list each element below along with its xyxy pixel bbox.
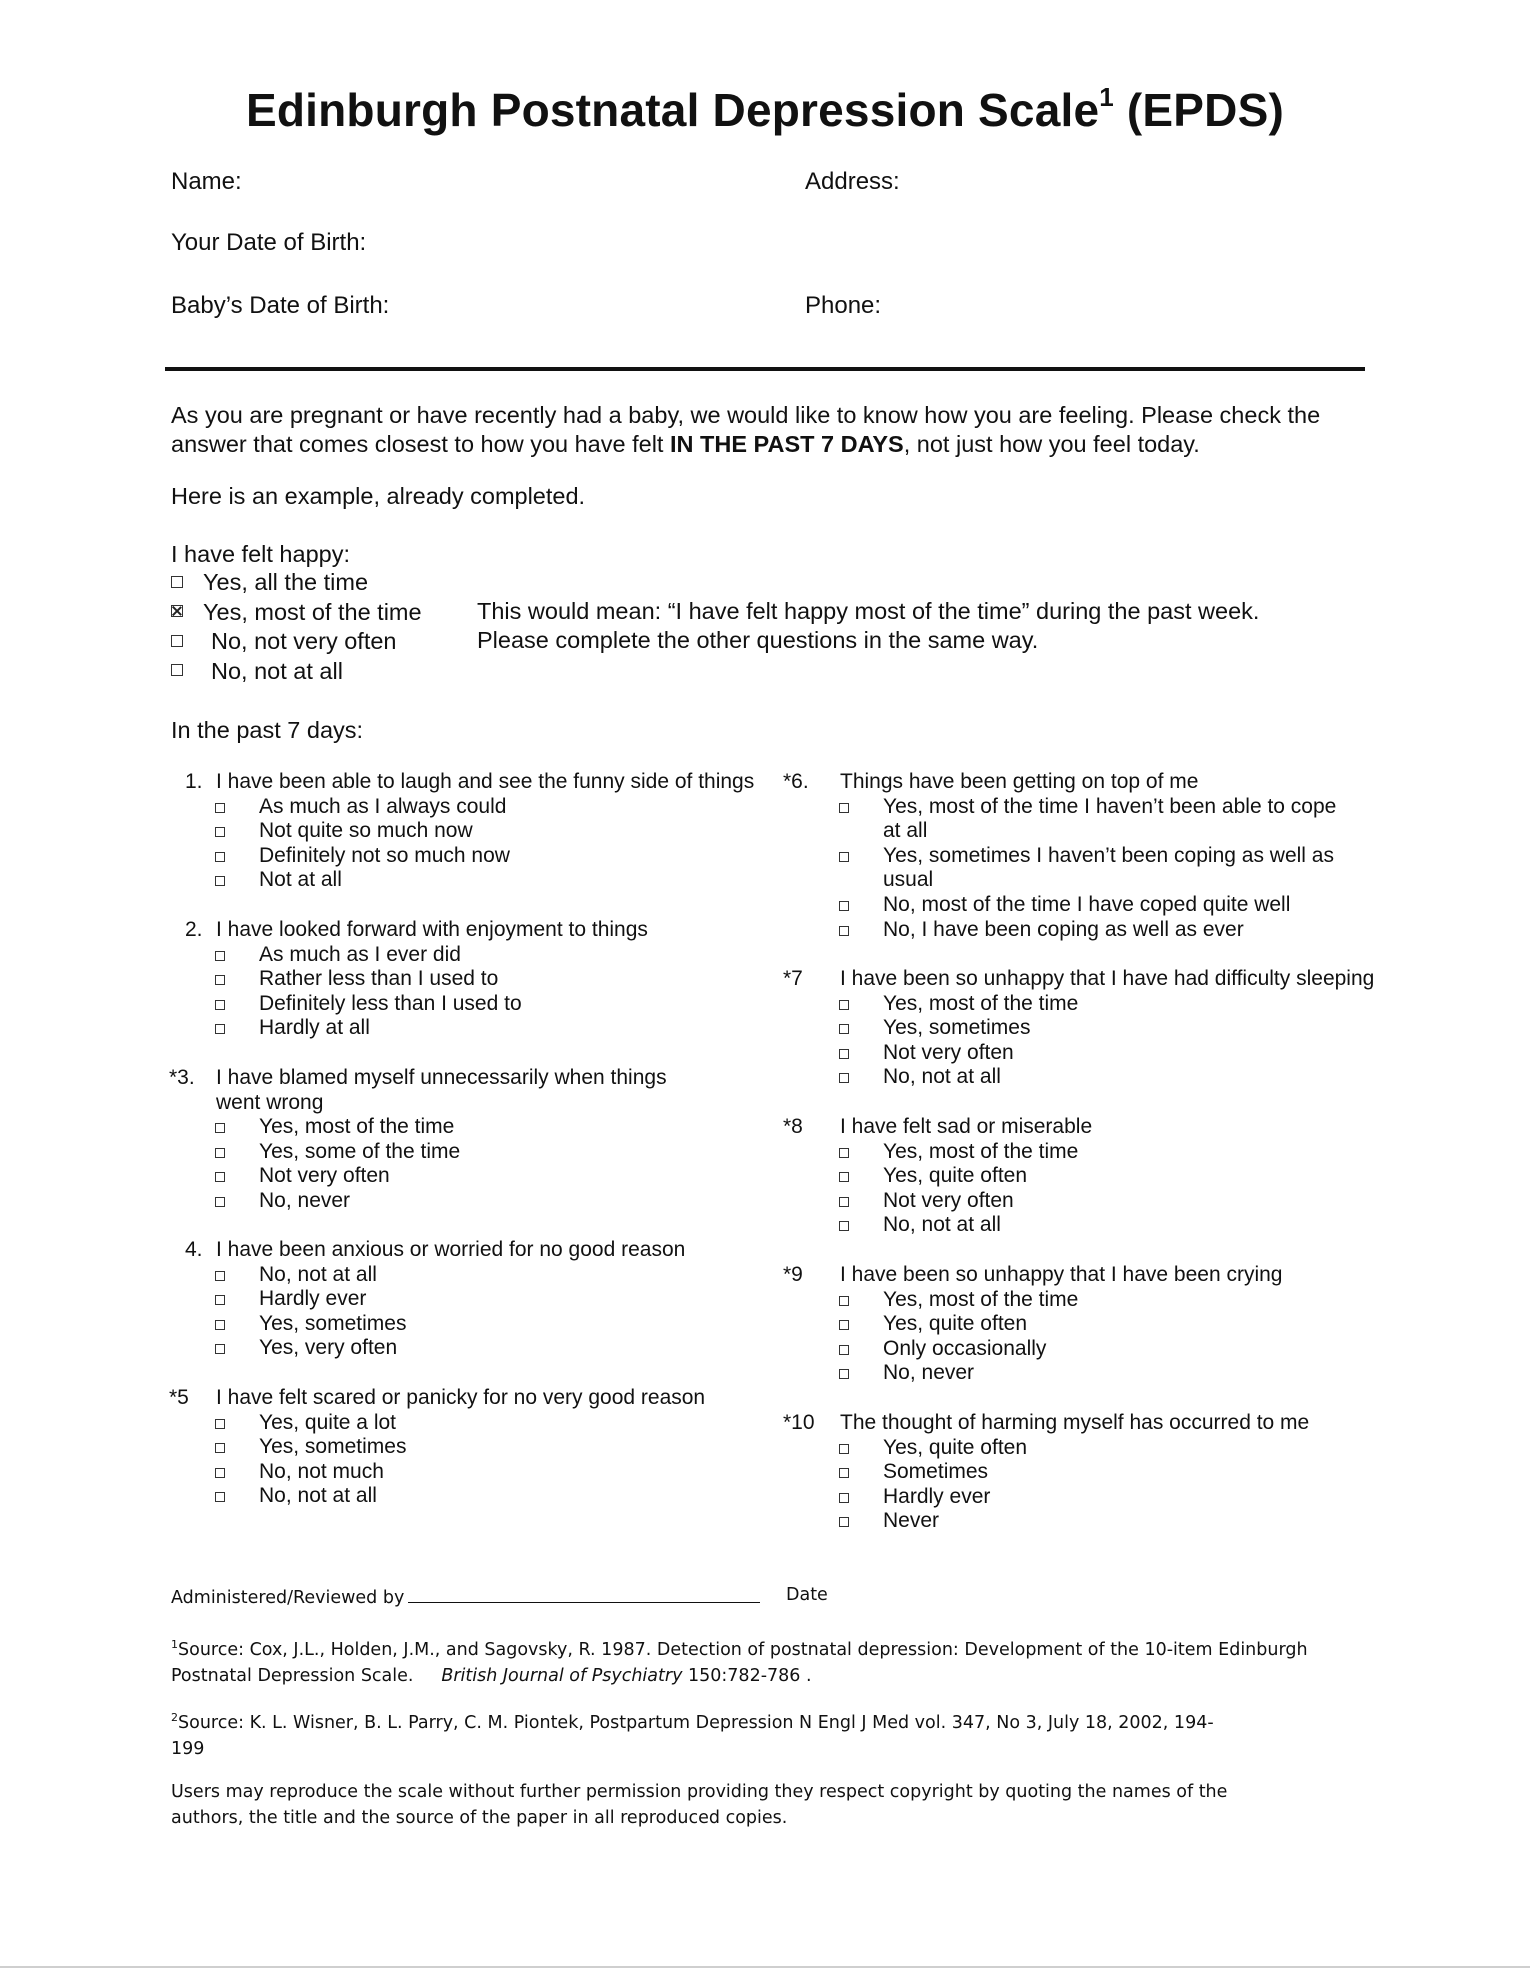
answer-options [795,1436,1395,1534]
answer-option[interactable] [171,943,791,968]
example-option-label: No, not at all [211,657,343,684]
administered-by-line[interactable] [408,1582,760,1603]
baby-dob-label: Baby’s Date of Birth: [171,292,390,319]
answer-option[interactable] [171,1287,791,1312]
answer-option[interactable] [795,795,1355,844]
checkbox-icon[interactable] [215,1000,225,1010]
example-note-2: Please complete the other questions in the same way. [477,627,1039,653]
question-text: I have looked forward with enjoyment to things [216,918,648,941]
checkbox-icon[interactable] [839,1073,849,1083]
example-heading: Here is an example, already completed. [171,483,586,509]
answer-options [171,1115,691,1213]
answer-option[interactable] [795,1509,1395,1534]
question-8 [783,1115,1355,1238]
checkbox-icon[interactable] [215,1320,225,1330]
example-option [171,627,422,657]
question-text: I have blamed myself unnecessarily when things went wrong [216,1066,667,1114]
answer-option-label: Not very often [883,1040,1014,1064]
answer-options [795,795,1355,943]
checkbox-icon[interactable] [839,852,849,862]
question-text: I have felt sad or miserable [840,1115,1093,1138]
question-header [171,918,791,943]
checkbox-icon[interactable] [839,1320,849,1330]
question-2 [171,918,791,1041]
answer-option-label: Definitely not so much now [259,843,510,867]
question-3 [171,1066,691,1214]
question-header [783,1115,1355,1140]
question-7 [783,967,1415,1090]
checkbox-icon[interactable] [171,635,183,647]
question-text: I have been able to laugh and see the funny side of things [216,770,755,793]
example-option [171,598,422,628]
answer-option-label: Yes, very often [259,1336,398,1360]
answer-option-label: Yes, most of the time [883,1287,1079,1311]
question-text: I have been so unhappy that I have been crying [840,1263,1283,1286]
checkbox-icon[interactable] [215,827,225,837]
question-9 [783,1263,1355,1386]
checkbox-icon[interactable] [839,1221,849,1231]
answer-options [171,1411,791,1509]
checkbox-icon[interactable] [215,852,225,862]
question-header [783,770,1355,795]
question-number: *10 [783,1411,815,1434]
answer-option-label: Hardly ever [883,1484,991,1508]
answer-option-label: As much as I always could [259,794,507,818]
question-header [171,1386,791,1411]
question-4 [171,1238,791,1361]
answer-option-label: Rather less than I used to [259,967,499,991]
checkbox-icon[interactable] [215,975,225,985]
answer-option-label: No, not at all [259,1484,377,1508]
question-1 [171,770,791,893]
answer-option[interactable] [795,893,1355,918]
answer-option[interactable] [171,1336,791,1361]
answer-option[interactable] [171,1435,791,1460]
answer-options [171,1263,791,1361]
answer-option-label: Never [883,1509,940,1533]
answer-option-label: Yes, quite often [883,1164,1028,1188]
checkbox-icon[interactable] [839,901,849,911]
checkbox-icon[interactable] [215,1024,225,1034]
checkbox-icon[interactable] [215,1148,225,1158]
checkbox-icon[interactable] [215,1468,225,1478]
answer-option[interactable] [795,918,1355,943]
question-text: I have been so unhappy that I have had difficulty sleeping [840,967,1375,990]
question-text: I have been anxious or worried for no good reason [216,1238,686,1261]
checkbox-icon[interactable] [215,1492,225,1502]
answer-option-label: Definitely less than I used to [259,991,522,1015]
answer-option[interactable] [171,1411,791,1436]
answer-option[interactable] [171,1312,791,1337]
answer-options [171,795,791,893]
checkbox-icon[interactable] [215,876,225,886]
answer-option[interactable] [795,1485,1395,1510]
question-header [171,770,791,795]
source-1: $^1$Source: Cox, J.L., Holden, J.M., and Sagovsky, R. 1987. Detection of postnatal depression: Development of the 10-item Edinburgh Postnatal Depression Scale. British Journal of Psychiatry 150:782-786 . [171,1638,1308,1686]
answer-option-label: Yes, quite a lot [259,1410,396,1434]
answer-option-label: Not very often [259,1164,390,1188]
checkbox-icon[interactable] [215,1172,225,1182]
checkbox-icon[interactable] [215,1295,225,1305]
checkbox-icon[interactable] [215,1419,225,1429]
checkbox-icon[interactable] [171,576,183,588]
intro-paragraph: As you are pregnant or have recently had a baby, we would like to know how you are feeling. Please check the answer that comes closest to how you have felt IN THE PAST 7 DAYS, not just how you feel today. [171,402,1321,457]
answer-option[interactable] [795,1041,1415,1066]
question-number: *6. [783,770,809,793]
answer-option[interactable] [795,1361,1355,1386]
question-text: I have felt scared or panicky for no very good reason [216,1386,706,1409]
answer-option-label: Hardly ever [259,1287,367,1311]
example-option [171,568,422,598]
answer-option[interactable] [171,819,791,844]
question-6 [783,770,1355,942]
answer-option-label: Yes, sometimes [883,1016,1031,1040]
answer-options [795,992,1415,1090]
checkbox-icon[interactable] [215,1271,225,1281]
answer-option[interactable] [171,1164,691,1189]
date-label: Date [786,1585,828,1605]
checkbox-icon[interactable] [215,1443,225,1453]
checkbox-icon[interactable] [839,803,849,813]
answer-option-label: Not very often [883,1188,1014,1212]
answer-options [795,1140,1355,1238]
answer-option[interactable] [171,868,791,893]
answer-option-label: No, not at all [883,1213,1001,1237]
checkbox-icon[interactable] [839,1000,849,1010]
question-header [783,1411,1395,1436]
answer-option-label: No, not at all [259,1262,377,1286]
answer-option[interactable] [795,1140,1355,1165]
answer-option[interactable] [171,795,791,820]
example-option-label: No, not very often [211,628,397,654]
answer-option-label: Yes, some of the time [259,1139,461,1163]
answer-option[interactable] [795,1460,1395,1485]
answer-option-label: Yes, most of the time [259,1115,455,1139]
answer-option-label: Not at all [259,868,342,892]
answer-option[interactable] [795,1436,1395,1461]
answer-option[interactable] [171,1115,691,1140]
checkbox-icon[interactable] [839,1024,849,1034]
checkbox-icon[interactable] [839,926,849,936]
answer-option-label: Sometimes [883,1460,989,1484]
answer-option-label: Only occasionally [883,1336,1047,1360]
answer-option[interactable] [795,844,1355,893]
answer-option-label: Yes, sometimes [259,1311,407,1335]
question-header [171,1066,691,1115]
permission-note: Users may reproduce the scale without further permission providing they respect copyright by quoting the names of the authors, the title and the source of the paper in all reproduced copies. [171,1782,1228,1828]
checkbox-icon[interactable] [839,1444,849,1454]
question-number: *8 [783,1115,803,1138]
question-header [171,1238,791,1263]
answer-option[interactable] [795,1189,1355,1214]
question-10 [783,1411,1395,1534]
example-option [171,657,422,687]
answer-option-label: Yes, quite often [883,1435,1028,1459]
answer-option-label: Yes, most of the time I haven’t been able to cope at all [883,794,1337,843]
checkbox-icon[interactable] [839,1345,849,1355]
checkbox-icon[interactable] [215,951,225,961]
answer-option-label: Yes, most of the time [883,1139,1079,1163]
checkbox-icon[interactable] [839,1517,849,1527]
example-options [171,568,422,686]
example-note-1: This would mean: “I have felt happy most of the time” during the past week. [477,598,1260,624]
answer-option[interactable] [795,1288,1355,1313]
source-2: $^2$Source: K. L. Wisner, B. L. Parry, C. M. Piontek, Postpartum Depression N Engl J Med vol. 347, No 3, July 18, 2002, 194-199 [171,1711,1214,1759]
answer-option[interactable] [171,1140,691,1165]
answer-option[interactable] [795,1016,1415,1041]
answer-option-label: Yes, quite often [883,1312,1028,1336]
answer-option[interactable] [171,844,791,869]
checkbox-icon[interactable] [839,1369,849,1379]
question-number: *9 [783,1263,803,1286]
past-7-days-label: In the past 7 days: [171,717,364,743]
answer-option[interactable] [171,1016,791,1041]
question-text: Things have been getting on top of me [840,770,1199,793]
question-number: 4. [185,1238,203,1261]
header-divider [165,367,1365,371]
address-label: Address: [805,168,900,195]
question-number: 2. [185,918,203,941]
question-number: *5 [169,1386,189,1409]
answer-option-label: No, never [883,1361,975,1385]
question-text: The thought of harming myself has occurred to me [840,1411,1310,1434]
answer-option-label: Yes, most of the time [883,991,1079,1015]
answer-option[interactable] [171,1189,691,1214]
page-bottom-edge [0,1966,1530,1968]
answer-option[interactable] [171,1460,791,1485]
question-header [783,967,1415,992]
checkbox-icon[interactable] [839,1296,849,1306]
answer-option[interactable] [795,1065,1415,1090]
checkbox-icon[interactable] [839,1197,849,1207]
answer-option-label: No, not much [259,1459,384,1483]
answer-option[interactable] [171,1484,791,1509]
answer-option-label: No, most of the time I have coped quite well [883,892,1291,916]
answer-option[interactable] [795,992,1415,1017]
checkbox-icon[interactable] [839,1148,849,1158]
answer-option[interactable] [795,1337,1355,1362]
checkbox-icon[interactable] [839,1468,849,1478]
question-header [783,1263,1355,1288]
administered-by-row [171,1582,760,1611]
example-option-label: Yes, all the time [203,569,369,595]
answer-option[interactable] [795,1164,1355,1189]
example-option-label: Yes, most of the time [203,598,422,625]
checkbox-icon[interactable] [215,803,225,813]
answer-option[interactable] [171,1263,791,1288]
checkbox-icon[interactable] [171,664,183,676]
administered-by-label: Administered/Reviewed by [171,1588,405,1608]
checkbox-icon[interactable] [839,1493,849,1503]
answer-option-label: As much as I ever did [259,942,461,966]
question-number: *3. [169,1066,195,1089]
checked-box-icon[interactable] [171,605,183,617]
checkbox-icon[interactable] [215,1123,225,1133]
answer-option-label: No, not at all [883,1065,1001,1089]
answer-option[interactable] [171,992,791,1017]
checkbox-icon[interactable] [215,1197,225,1207]
checkbox-icon[interactable] [839,1172,849,1182]
answer-option-label: Yes, sometimes I haven’t been coping as well as usual [883,843,1334,892]
answer-options [795,1288,1355,1386]
question-5 [171,1386,791,1509]
answer-option-label: Hardly at all [259,1016,370,1040]
your-dob-label: Your Date of Birth: [171,229,367,256]
question-number: *7 [783,967,803,990]
answer-options [171,943,791,1041]
answer-option[interactable] [795,1312,1355,1337]
answer-option[interactable] [795,1213,1355,1238]
answer-option-label: Not quite so much now [259,819,473,843]
page-title: Edinburgh Postnatal Depression Scale$^1$ (EPDS) [245,82,1285,136]
example-question: I have felt happy: [171,541,350,567]
answer-option-label: Yes, sometimes [259,1435,407,1459]
checkbox-icon[interactable] [839,1049,849,1059]
answer-option-label: No, never [259,1188,351,1212]
checkbox-icon[interactable] [215,1344,225,1354]
answer-option-label: No, I have been coping as well as ever [883,917,1244,941]
phone-label: Phone: [805,292,882,319]
question-number: 1. [185,770,203,793]
name-label: Name: [171,168,242,195]
answer-option[interactable] [171,967,791,992]
